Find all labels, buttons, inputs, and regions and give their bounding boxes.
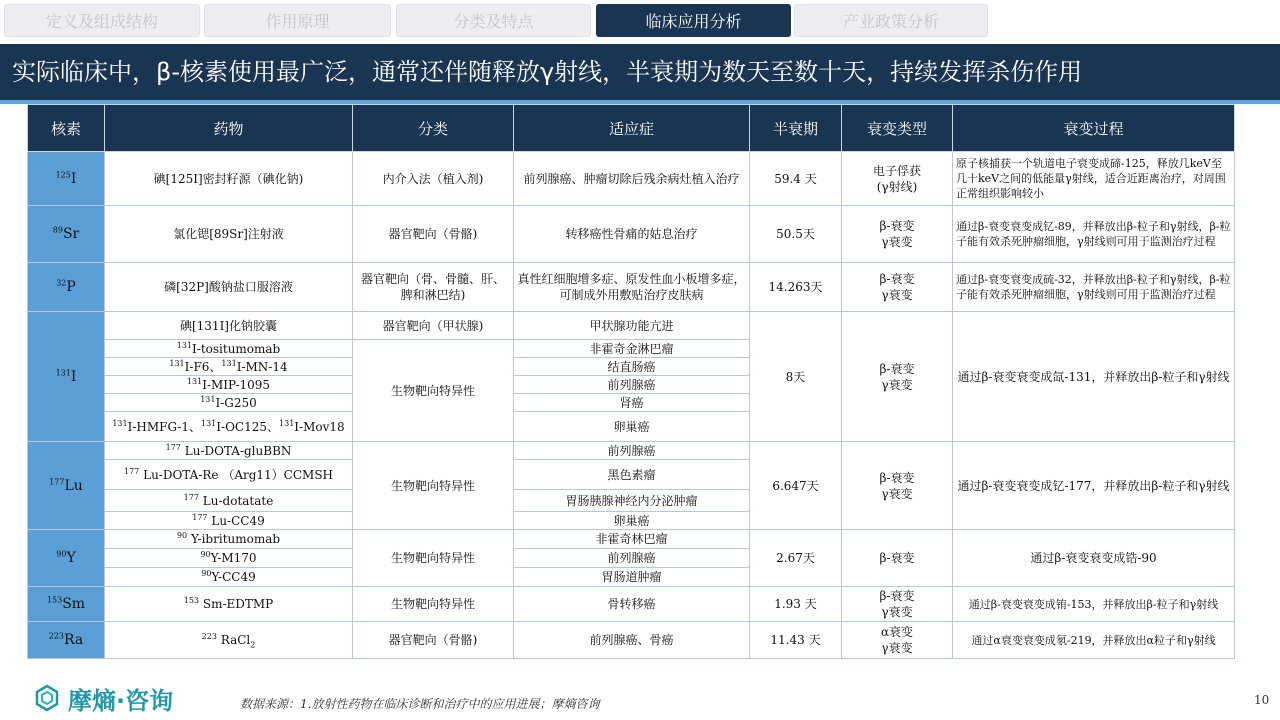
indication-cell: 非霍奇林巴瘤 [514,530,750,549]
half-life-cell: 50.5天 [750,206,842,263]
nuclide-cell [28,206,105,263]
drug-name: Y-CC49 [211,570,256,584]
section-tabs [0,0,1280,40]
table-row [28,206,1235,263]
drug-mass: 131 [112,418,128,428]
decay-type-line: (γ射线) [876,179,918,194]
category-cell: 生物靶向特异性 [353,530,514,587]
half-life-cell: 2.67天 [750,530,842,587]
drug-subscript: 2 [250,640,256,650]
decay-process-cell: 原子核捕获一个轨道电子衰变成碲-125，释放几keV至几十keV之间的低能量γ射线，适合近距离治疗，对周围正常组织影响较小 [953,152,1235,206]
drug-name: I-F6、 [184,359,222,374]
drug-name: Y-ibritumomab [190,532,281,546]
indication-cell: 甲状腺功能亢进 [514,312,750,340]
nuclide-symbol: Ra [64,632,84,648]
indication-cell: 结直肠癌 [514,358,750,376]
nuclide-cell [28,152,105,206]
decay-process-cell: 通过β-衰变衰变成氙-131，并释放出β-粒子和γ射线 [953,312,1235,442]
indication-cell: 真性红细胞增多症、原发性血小板增多症，可制成外用敷贴治疗皮肤病 [514,263,750,312]
nuclide-symbol: I [70,368,77,385]
page-number: 10 [1254,693,1270,707]
category-cell: 生物靶向特异性 [353,587,514,622]
drug-cell [105,549,353,568]
drug-name: Lu-DOTA-Re （Arg11）CCMSH [143,467,334,482]
drug-cell [105,490,353,512]
decay-type-line: α衰变 [880,625,914,639]
drug-name: Y-M170 [210,551,257,565]
tab-mechanism[interactable]: 作用原理 [204,4,391,37]
nuclide-mass: 89 [52,225,63,235]
drug-cell [105,460,353,490]
decay-process-cell: 通过β-衰变衰变成钇-89，并释放出β-粒子和γ射线，β-粒子能有效杀死肿瘤细胞，γ射线则可用于监测治疗过程 [953,206,1235,263]
nuclide-symbol: Lu [64,477,83,494]
decay-type-cell [842,312,953,442]
indication-cell: 前列腺癌、骨癌 [514,622,750,659]
decay-type-line: β-衰变 [879,589,915,603]
indication-cell: 卵巢癌 [514,512,750,530]
half-life-cell: 6.647天 [750,442,842,530]
drug-mass: 177 [123,466,140,476]
drug-mass: 177 [183,492,199,502]
category-cell: 生物靶向特异性 [353,340,514,442]
header-category: 分类 [353,105,514,152]
brand-logo [32,682,173,714]
nuclide-symbol: P [66,279,76,295]
drug-mass: 131 [221,358,237,368]
decay-process-cell: 通过β-衰变衰变成钇-177，并释放出β-粒子和γ射线 [953,442,1235,530]
table-row [28,442,1235,460]
indication-cell: 非霍奇金淋巴瘤 [514,340,750,358]
drug-cell [105,512,353,530]
decay-type-line: 电子俘获 [872,163,921,178]
category-cell: 器官靶向（骨、骨髓、肝、脾和淋巴结) [353,263,514,312]
tab-classification[interactable]: 分类及特点 [396,4,591,37]
data-source-note: 数据来源：1.放射性药物在临床诊断和治疗中的应用进展；摩熵咨询 [240,697,600,711]
decay-process-cell: 通过β-衰变衰变成硫-32，并释放出β-粒子和γ射线，β-粒子能有效杀死肿瘤细胞，γ射线则可用于监测治疗过程 [953,263,1235,312]
decay-process-cell: 通过β-衰变衰变成锆-90 [953,530,1235,587]
category-cell: 器官靶向（骨骼) [353,622,514,659]
header-indication: 适应症 [514,105,750,152]
drug-cell [105,394,353,412]
radionuclide-table [27,104,1235,659]
drug-name: I-Mov18 [294,419,345,434]
half-life-cell: 1.93 天 [750,587,842,622]
decay-type-line: γ衰变 [881,641,913,655]
tab-clinical-application[interactable]: 临床应用分析 [596,4,791,37]
nuclide-cell [28,263,105,312]
nuclide-mass: 131 [55,367,71,377]
drug-mass: 131 [200,394,216,404]
half-life-cell: 14.263天 [750,263,842,312]
indication-cell: 前列腺癌、肿瘤切除后残余病灶植入治疗 [514,152,750,206]
table-header-row [28,105,1235,152]
drug-mass: 90 [176,531,188,540]
brand-logo-text: 摩熵·咨询 [68,686,174,715]
drug-name: Lu-CC49 [211,513,265,528]
nuclide-mass: 32 [56,278,67,288]
decay-type-line: γ衰变 [881,486,913,501]
table-row [28,530,1235,549]
indication-cell: 前列腺癌 [514,376,750,394]
drug-cell [105,587,353,622]
indication-cell: 卵巢癌 [514,412,750,442]
drug-cell [105,530,353,549]
drug-cell [105,376,353,394]
category-cell: 器官靶向（甲状腺) [353,312,514,340]
nuclide-symbol: I [70,170,77,187]
nuclide-mass: 223 [48,631,65,641]
decay-type-cell [842,152,953,206]
decay-type-line: γ衰变 [881,377,913,392]
nuclide-symbol: Sm [62,596,86,612]
drug-cell [105,412,353,442]
drug-cell: 磷[32P]酸钠盐口服溶液 [105,263,353,312]
indication-cell: 前列腺癌 [514,442,750,460]
decay-type-line: γ衰变 [881,235,913,249]
nuclide-cell [28,622,105,659]
drug-cell: 碘[131I]化钠胶囊 [105,312,353,340]
drug-name: I-G250 [215,395,257,410]
decay-type-cell [842,442,953,530]
table-row [28,263,1235,312]
decay-type-cell [842,263,953,312]
drug-mass: 131 [176,340,193,350]
header-decay-process: 衰变过程 [953,105,1235,152]
drug-name: Sm-EDTMP [202,597,274,611]
half-life-cell: 8天 [750,312,842,442]
half-life-cell: 11.43 天 [750,622,842,659]
nuclide-cell [28,442,105,530]
drug-mass: 90 [201,569,212,578]
drug-mass: 177 [192,512,208,522]
indication-cell: 转移癌性骨痛的姑息治疗 [514,206,750,263]
drug-cell: 碘[125I]密封籽源（碘化钠) [105,152,353,206]
drug-name: Lu-DOTA-gluBBN [184,443,292,458]
nuclide-symbol: Sr [62,226,80,242]
nuclide-symbol: Y [66,550,76,566]
header-half-life: 半衰期 [750,105,842,152]
drug-name: Lu-dotatate [202,493,274,508]
nuclide-mass: 90 [56,549,67,559]
drug-cell: 氯化锶[89Sr]注射液 [105,206,353,263]
drug-cell [105,622,353,659]
drug-name: I-HMFG-1、 [127,419,201,434]
category-cell: 内介入法（植入剂) [353,152,514,206]
table-row [28,312,1235,340]
half-life-cell: 59.4 天 [750,152,842,206]
indication-cell: 肾癌 [514,394,750,412]
decay-type-line: γ衰变 [881,605,913,619]
header-drug: 药物 [105,105,353,152]
drug-name: I-tositumomab [192,341,281,356]
table-row [28,587,1235,622]
indication-cell: 胃肠胰腺神经内分泌肿瘤 [514,490,750,512]
drug-name: RaCl [220,633,251,647]
drug-mass: 131 [279,418,295,428]
decay-type-line: β-衰变 [879,219,915,233]
table-row [28,152,1235,206]
decay-type-cell: β-衰变 [842,530,953,587]
decay-type-line: β-衰变 [879,470,915,485]
drug-cell [105,358,353,376]
nuclide-cell [28,530,105,587]
nuclide-mass: 125 [55,169,71,179]
category-cell: 生物靶向特异性 [353,442,514,530]
page-title: 实际临床中，β-核素使用最广泛，通常还伴随释放γ射线，半衰期为数天至数十天，持续发挥杀伤作用 [0,44,1280,100]
header-nuclide: 核素 [28,105,105,152]
tab-industry-policy[interactable]: 产业政策分析 [794,4,988,37]
decay-type-cell [842,206,953,263]
drug-mass: 131 [186,376,203,386]
drug-mass: 90 [200,550,211,559]
drug-cell [105,340,353,358]
header-decay-type: 衰变类型 [842,105,953,152]
decay-type-line: γ衰变 [881,288,913,302]
drug-mass: 131 [169,358,185,368]
drug-name: I-OC125、 [216,419,280,434]
drug-mass: 131 [201,418,217,428]
nuclide-mass: 153 [46,595,63,605]
brand-logo-icon [32,683,62,713]
table-row [28,622,1235,659]
drug-cell [105,442,353,460]
category-cell: 器官靶向（骨骼) [353,206,514,263]
drug-cell [105,568,353,587]
indication-cell: 胃肠道肿瘤 [514,568,750,587]
drug-mass: 177 [165,442,181,452]
decay-type-line: β-衰变 [879,361,915,376]
drug-name: I-MIP-1095 [202,377,271,392]
decay-type-cell [842,622,953,659]
drug-name: I-MN-14 [236,359,288,374]
nuclide-cell [28,312,105,442]
indication-cell: 前列腺癌 [514,549,750,568]
nuclide-cell [28,587,105,622]
drug-mass: 223 [201,632,217,641]
decay-process-cell: 通过β-衰变衰变成铕-153，并释放出β-粒子和γ射线 [953,587,1235,622]
indication-cell: 骨转移癌 [514,587,750,622]
indication-cell: 黑色素瘤 [514,460,750,490]
drug-mass: 153 [183,596,200,605]
decay-type-cell [842,587,953,622]
decay-process-cell: 通过α衰变衰变成氡-219，并释放出α粒子和γ射线 [953,622,1235,659]
tab-definition[interactable]: 定义及组成结构 [4,4,200,37]
nuclide-mass: 177 [49,476,65,486]
decay-type-line: β-衰变 [879,272,915,286]
